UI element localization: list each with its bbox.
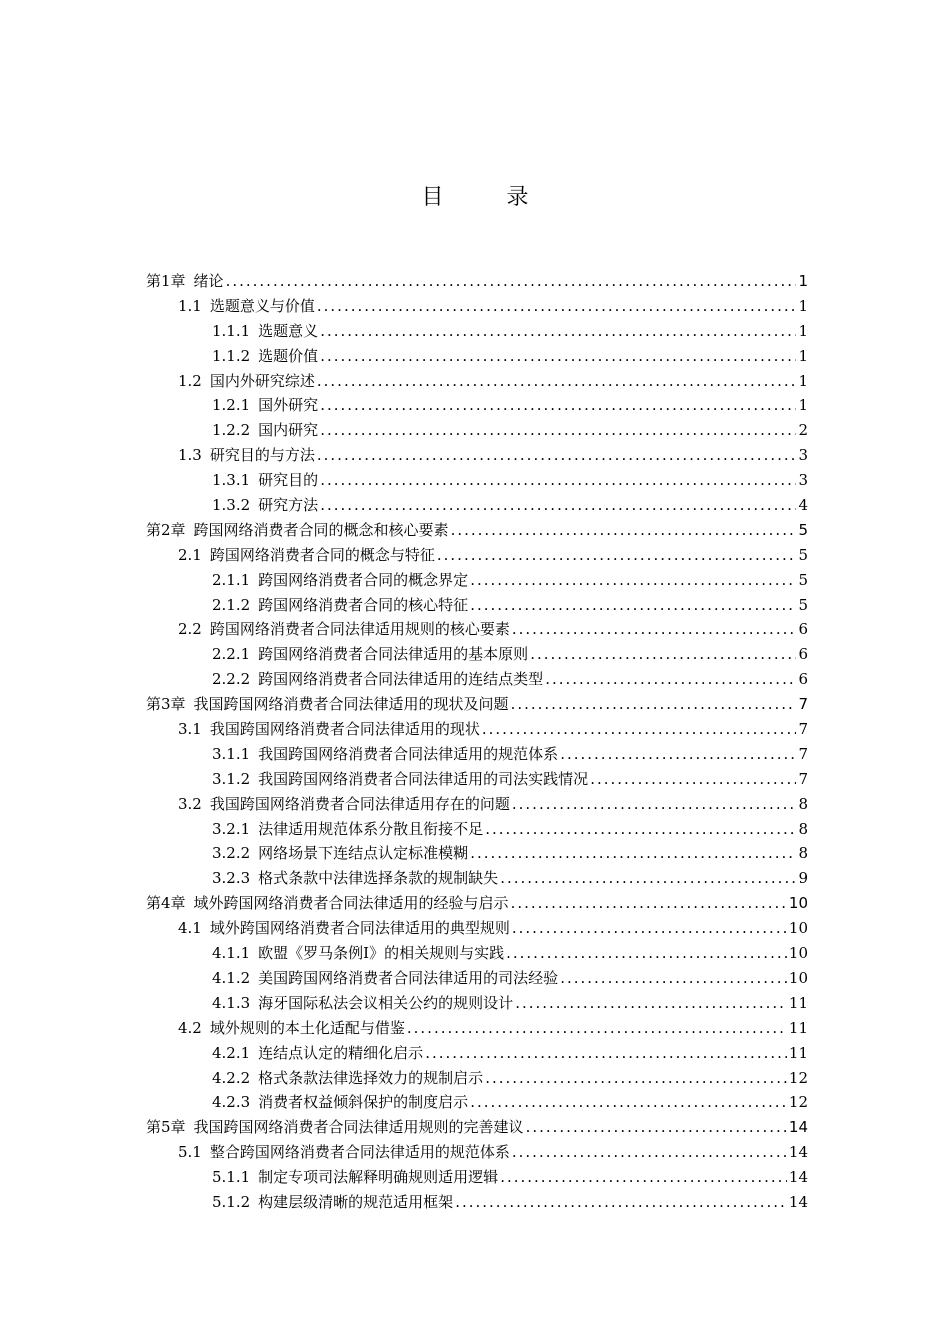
toc-entry-title: 选题意义与价值	[209, 296, 315, 315]
page-title: 目 录	[421, 185, 557, 210]
toc-entry-title: 研究目的	[258, 471, 319, 490]
toc-entry[interactable]	[146, 468, 808, 493]
toc-entry-number: 3.1.2	[212, 769, 251, 788]
toc-entry-title: 法律适用规范体系分散且衔接不足	[258, 819, 484, 838]
toc-entry-number: 3.2.2	[212, 844, 251, 863]
toc-entry-title: 我国跨国网络消费者合同法律适用的现状及问题	[193, 695, 509, 714]
toc-entry[interactable]	[146, 866, 808, 891]
toc-leader-dots	[560, 742, 796, 767]
toc-leader-dots	[451, 518, 797, 543]
toc-entry-number: 1.3	[178, 446, 202, 465]
toc-leader-dots	[511, 692, 797, 717]
toc-leader-dots	[512, 792, 797, 817]
toc-entry-title: 绪论	[193, 272, 224, 290]
toc-leader-dots	[512, 1140, 787, 1165]
toc-entry-page: 8	[798, 819, 808, 838]
toc-entry[interactable]	[146, 269, 808, 294]
toc-leader-dots	[320, 418, 796, 443]
toc-entry-number: 2.1.2	[212, 595, 251, 614]
toc-entry-title: 跨国网络消费者合同的核心特征	[258, 595, 469, 614]
toc-entry-page: 14	[788, 1192, 808, 1211]
toc-leader-dots	[470, 568, 796, 593]
toc-entry-title: 选题意义	[258, 321, 319, 340]
toc-entry-page: 7	[798, 695, 808, 714]
toc-entry-number: 第2章	[146, 520, 186, 539]
table-of-contents	[146, 269, 808, 1215]
toc-entry-title: 消费者权益倾斜保护的制度启示	[258, 1093, 469, 1112]
toc-entry-number: 4.1.1	[212, 944, 251, 963]
toc-entry-page: 1	[798, 371, 808, 390]
toc-entry-number: 1.3.1	[212, 471, 251, 490]
toc-entry[interactable]	[146, 319, 808, 344]
toc-entry-title: 我国跨国网络消费者合同法律适用的现状	[209, 720, 480, 739]
toc-leader-dots	[500, 866, 796, 891]
toc-entry[interactable]	[146, 294, 808, 319]
toc-entry[interactable]	[146, 393, 808, 418]
toc-entry-number: 3.2.3	[212, 869, 251, 888]
toc-leader-dots	[526, 1115, 787, 1140]
toc-entry[interactable]	[146, 767, 808, 792]
toc-entry[interactable]	[146, 991, 808, 1016]
toc-entry-title: 欧盟《罗马条例Ⅰ》的相关规则与实践	[258, 944, 505, 963]
toc-entry-number: 3.1	[178, 720, 202, 739]
toc-entry-page: 1	[798, 346, 808, 365]
toc-entry[interactable]	[146, 1115, 808, 1140]
toc-leader-dots	[506, 941, 787, 966]
toc-entry[interactable]	[146, 1066, 808, 1091]
toc-leader-dots	[455, 1190, 787, 1215]
toc-entry-page: 5	[798, 595, 808, 614]
toc-entry-number: 4.2.1	[212, 1043, 251, 1062]
toc-leader-dots	[530, 642, 796, 667]
toc-entry-page: 7	[798, 720, 808, 739]
toc-entry-page: 14	[788, 1118, 808, 1137]
toc-leader-dots	[320, 493, 796, 518]
toc-leader-dots	[485, 1066, 787, 1091]
toc-entry-title: 跨国网络消费者合同法律适用规则的核心要素	[209, 620, 510, 639]
toc-entry-page: 2	[798, 421, 808, 440]
toc-entry[interactable]	[146, 792, 808, 817]
toc-entry-title: 跨国网络消费者合同的概念和核心要素	[193, 520, 449, 539]
toc-entry-title: 我国跨国网络消费者合同法律适用存在的问题	[209, 794, 510, 813]
toc-entry-page: 11	[788, 1043, 808, 1062]
toc-leader-dots	[470, 593, 796, 618]
toc-entry-number: 1.1.2	[212, 346, 251, 365]
toc-entry-title: 研究方法	[258, 496, 319, 515]
toc-entry-page: 1	[798, 321, 808, 340]
toc-entry-number: 2.1	[178, 545, 202, 564]
toc-entry-title: 制定专项司法解释明确规则适用逻辑	[258, 1168, 499, 1187]
toc-entry[interactable]	[146, 717, 808, 742]
toc-entry-number: 1.1.1	[212, 321, 251, 340]
toc-entry-number: 5.1.2	[212, 1192, 251, 1211]
toc-entry[interactable]	[146, 418, 808, 443]
toc-entry-number: 第3章	[146, 695, 186, 714]
toc-entry-title: 我国跨国网络消费者合同法律适用的司法实践情况	[258, 769, 589, 788]
toc-entry-title: 域外规则的本土化适配与借鉴	[209, 1018, 405, 1037]
toc-entry-title: 跨国网络消费者合同法律适用的基本原则	[258, 645, 529, 664]
toc-entry-title: 域外跨国网络消费者合同法律适用的典型规则	[209, 919, 510, 938]
toc-entry-page: 7	[798, 744, 808, 763]
toc-entry-page: 6	[798, 645, 808, 664]
toc-leader-dots	[320, 468, 796, 493]
toc-leader-dots	[425, 1041, 787, 1066]
toc-entry[interactable]	[146, 1090, 808, 1115]
toc-leader-dots	[545, 667, 796, 692]
toc-entry[interactable]	[146, 692, 808, 717]
toc-entry-page: 6	[798, 620, 808, 639]
toc-entry-page: 3	[798, 471, 808, 490]
toc-entry-page: 1	[798, 272, 808, 290]
toc-entry-page: 12	[788, 1093, 808, 1112]
toc-leader-dots	[317, 443, 797, 468]
toc-leader-dots	[320, 344, 796, 369]
toc-entry[interactable]	[146, 369, 808, 394]
toc-entry-title: 选题价值	[258, 346, 319, 365]
toc-entry-page: 5	[798, 520, 808, 539]
toc-entry[interactable]	[146, 344, 808, 369]
toc-entry-title: 海牙国际私法会议相关公约的规则设计	[258, 993, 514, 1012]
toc-entry-page: 8	[798, 844, 808, 863]
toc-entry-page: 1	[798, 296, 808, 315]
toc-entry[interactable]	[146, 617, 808, 642]
toc-entry-title: 国外研究	[258, 396, 319, 415]
toc-entry-number: 1.2.1	[212, 396, 251, 415]
toc-entry-number: 3.2	[178, 794, 202, 813]
toc-entry-number: 第1章	[146, 272, 186, 290]
toc-entry-number: 4.2.3	[212, 1093, 251, 1112]
toc-entry-title: 跨国网络消费者合同法律适用的连结点类型	[258, 670, 544, 689]
toc-entry-title: 研究目的与方法	[209, 446, 315, 465]
toc-entry[interactable]	[146, 1041, 808, 1066]
toc-entry-number: 1.1	[178, 296, 202, 315]
toc-entry-page: 7	[798, 769, 808, 788]
toc-entry[interactable]	[146, 443, 808, 468]
toc-entry-page: 5	[798, 545, 808, 564]
toc-entry[interactable]	[146, 1165, 808, 1190]
toc-entry-page: 10	[788, 968, 808, 987]
toc-leader-dots	[512, 617, 797, 642]
toc-entry[interactable]	[146, 593, 808, 618]
toc-entry-title: 跨国网络消费者合同的概念与特征	[209, 545, 435, 564]
toc-entry-number: 1.3.2	[212, 496, 251, 515]
toc-entry-page: 11	[788, 1018, 808, 1037]
toc-leader-dots	[485, 817, 796, 842]
toc-entry[interactable]	[146, 891, 808, 916]
toc-entry-number: 1.2	[178, 371, 202, 390]
toc-entry-number: 4.1.2	[212, 968, 251, 987]
toc-leader-dots	[317, 369, 797, 394]
toc-leader-dots	[470, 1090, 787, 1115]
toc-entry[interactable]	[146, 1190, 808, 1215]
toc-entry[interactable]	[146, 817, 808, 842]
toc-entry[interactable]	[146, 941, 808, 966]
toc-leader-dots	[320, 319, 796, 344]
toc-entry-number: 第5章	[146, 1118, 186, 1137]
toc-entry[interactable]	[146, 841, 808, 866]
toc-entry-page: 10	[788, 944, 808, 963]
toc-entry-page: 10	[788, 919, 808, 938]
toc-entry[interactable]	[146, 966, 808, 991]
toc-entry[interactable]	[146, 543, 808, 568]
toc-entry-number: 2.2	[178, 620, 202, 639]
toc-entry-title: 我国跨国网络消费者合同法律适用的规范体系	[258, 744, 559, 763]
toc-leader-dots	[317, 294, 797, 319]
toc-entry-title: 跨国网络消费者合同的概念界定	[258, 570, 469, 589]
toc-entry-title: 我国跨国网络消费者合同法律适用规则的完善建议	[193, 1118, 524, 1137]
toc-entry-page: 8	[798, 794, 808, 813]
toc-leader-dots	[320, 393, 796, 418]
toc-entry-page: 3	[798, 446, 808, 465]
toc-entry-number: 3.1.1	[212, 744, 251, 763]
toc-entry-title: 整合跨国网络消费者合同法律适用的规范体系	[209, 1143, 510, 1162]
toc-entry-number: 第4章	[146, 894, 186, 913]
toc-leader-dots	[500, 1165, 787, 1190]
toc-entry-page: 5	[798, 570, 808, 589]
toc-entry[interactable]	[146, 568, 808, 593]
toc-entry-page: 4	[798, 496, 808, 515]
toc-leader-dots	[515, 991, 787, 1016]
toc-entry-page: 14	[788, 1143, 808, 1162]
toc-entry-title: 构建层级清晰的规范适用框架	[258, 1192, 454, 1211]
toc-entry-number: 4.1.3	[212, 993, 251, 1012]
toc-entry-title: 国内研究	[258, 421, 319, 440]
toc-entry-page: 14	[788, 1168, 808, 1187]
toc-leader-dots	[226, 269, 797, 294]
toc-entry[interactable]	[146, 742, 808, 767]
toc-entry-page: 11	[788, 993, 808, 1012]
toc-entry-page: 9	[798, 869, 808, 888]
toc-entry-title: 网络场景下连结点认定标准模糊	[258, 844, 469, 863]
toc-entry-number: 5.1	[178, 1143, 202, 1162]
toc-entry-number: 3.2.1	[212, 819, 251, 838]
toc-entry-page: 10	[788, 894, 808, 913]
toc-entry-number: 2.2.2	[212, 670, 251, 689]
toc-leader-dots	[470, 841, 796, 866]
toc-entry[interactable]	[146, 916, 808, 941]
toc-entry-number: 4.2.2	[212, 1068, 251, 1087]
toc-entry[interactable]	[146, 642, 808, 667]
toc-entry-page: 12	[788, 1068, 808, 1087]
toc-leader-dots	[512, 916, 787, 941]
toc-entry-number: 5.1.1	[212, 1168, 251, 1187]
toc-entry-title: 格式条款中法律选择条款的规制缺失	[258, 869, 499, 888]
toc-leader-dots	[560, 966, 787, 991]
toc-entry-page: 1	[798, 396, 808, 415]
toc-entry[interactable]	[146, 1140, 808, 1165]
toc-entry-title: 域外跨国网络消费者合同法律适用的经验与启示	[193, 894, 509, 913]
toc-entry-number: 1.2.2	[212, 421, 251, 440]
toc-entry[interactable]	[146, 518, 808, 543]
toc-entry[interactable]	[146, 667, 808, 692]
toc-entry[interactable]	[146, 493, 808, 518]
toc-leader-dots	[590, 767, 796, 792]
toc-entry-page: 6	[798, 670, 808, 689]
toc-entry-number: 4.2	[178, 1018, 202, 1037]
toc-leader-dots	[511, 891, 787, 916]
toc-leader-dots	[437, 543, 797, 568]
toc-leader-dots	[482, 717, 797, 742]
toc-entry-title: 连结点认定的精细化启示	[258, 1043, 424, 1062]
toc-entry-title: 美国跨国网络消费者合同法律适用的司法经验	[258, 968, 559, 987]
toc-entry[interactable]	[146, 1016, 808, 1041]
toc-entry-title: 国内外研究综述	[209, 371, 315, 390]
toc-entry-title: 格式条款法律选择效力的规制启示	[258, 1068, 484, 1087]
toc-entry-number: 2.2.1	[212, 645, 251, 664]
toc-leader-dots	[407, 1016, 787, 1041]
toc-entry-number: 4.1	[178, 919, 202, 938]
toc-entry-number: 2.1.1	[212, 570, 251, 589]
